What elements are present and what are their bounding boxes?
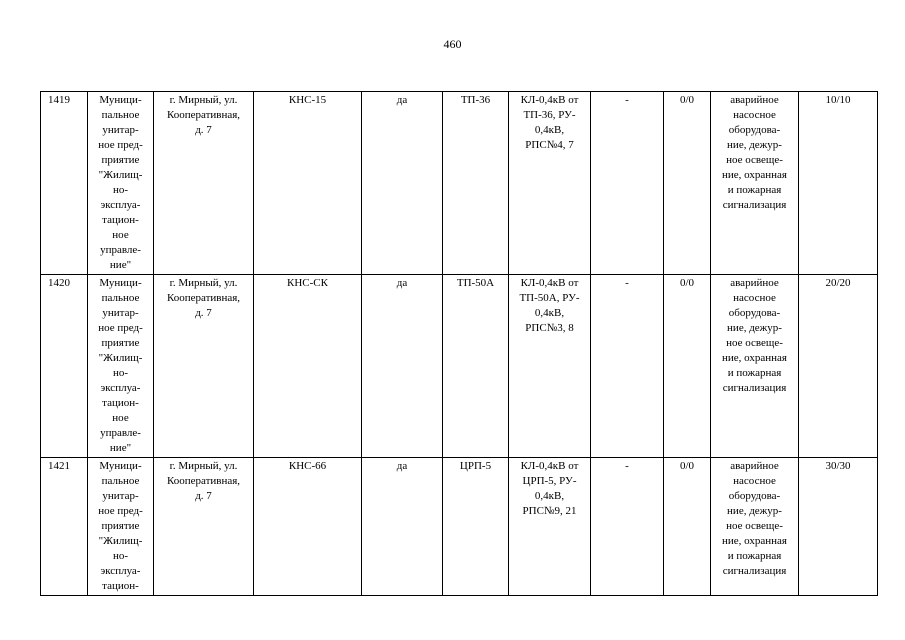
flag-cell: да bbox=[362, 275, 443, 458]
power-line-cell: КЛ-0,4кВ от ТП-50А, РУ- 0,4кВ, РПС№3, 8 bbox=[509, 275, 591, 458]
equipment-cell: аварийное насосное оборудова- ние, дежур- ное освеще- ние, охранная и пожарная сигнализация bbox=[711, 275, 799, 458]
row-id-cell: 1420 bbox=[41, 275, 88, 458]
dash-cell: - bbox=[591, 275, 664, 458]
flag-cell: да bbox=[362, 92, 443, 275]
equipment-cell: аварийное насосное оборудова- ние, дежур- ное освеще- ние, охранная и пожарная сигнализация bbox=[711, 92, 799, 275]
object-cell: КНС-15 bbox=[254, 92, 362, 275]
substation-cell: ТП-50А bbox=[443, 275, 509, 458]
ratio-cell: 0/0 bbox=[664, 92, 711, 275]
power-line-cell: КЛ-0,4кВ от ЦРП-5, РУ- 0,4кВ, РПС№9, 21 bbox=[509, 458, 591, 596]
object-cell: КНС-66 bbox=[254, 458, 362, 596]
address-cell: г. Мирный, ул. Кооперативная, д. 7 bbox=[154, 92, 254, 275]
row-id-cell: 1419 bbox=[41, 92, 88, 275]
time-cell: 20/20 bbox=[799, 275, 878, 458]
ratio-cell: 0/0 bbox=[664, 275, 711, 458]
ratio-cell: 0/0 bbox=[664, 458, 711, 596]
time-cell: 30/30 bbox=[799, 458, 878, 596]
object-cell: КНС-СК bbox=[254, 275, 362, 458]
table-row bbox=[41, 458, 878, 596]
data-table bbox=[40, 91, 878, 596]
dash-cell: - bbox=[591, 92, 664, 275]
organization-cell: Муници- пальное унитар- ное пред- приятие "Жилищ- но- эксплуа- тацион- ное управле- ние" bbox=[88, 92, 154, 275]
dash-cell: - bbox=[591, 458, 664, 596]
substation-cell: ЦРП-5 bbox=[443, 458, 509, 596]
power-line-cell: КЛ-0,4кВ от ТП-36, РУ- 0,4кВ, РПС№4, 7 bbox=[509, 92, 591, 275]
page-number: 460 bbox=[443, 37, 462, 51]
table-row bbox=[41, 92, 878, 275]
table-row bbox=[41, 275, 878, 458]
flag-cell: да bbox=[362, 458, 443, 596]
address-cell: г. Мирный, ул. Кооперативная, д. 7 bbox=[154, 458, 254, 596]
address-cell: г. Мирный, ул. Кооперативная, д. 7 bbox=[154, 275, 254, 458]
equipment-cell: аварийное насосное оборудова- ние, дежур- ное освеще- ние, охранная и пожарная сигнализация bbox=[711, 458, 799, 596]
organization-cell: Муници- пальное унитар- ное пред- приятие "Жилищ- но- эксплуа- тацион- bbox=[88, 458, 154, 596]
organization-cell: Муници- пальное унитар- ное пред- приятие "Жилищ- но- эксплуа- тацион- ное управле- ние" bbox=[88, 275, 154, 458]
time-cell: 10/10 bbox=[799, 92, 878, 275]
row-id-cell: 1421 bbox=[41, 458, 88, 596]
substation-cell: ТП-36 bbox=[443, 92, 509, 275]
